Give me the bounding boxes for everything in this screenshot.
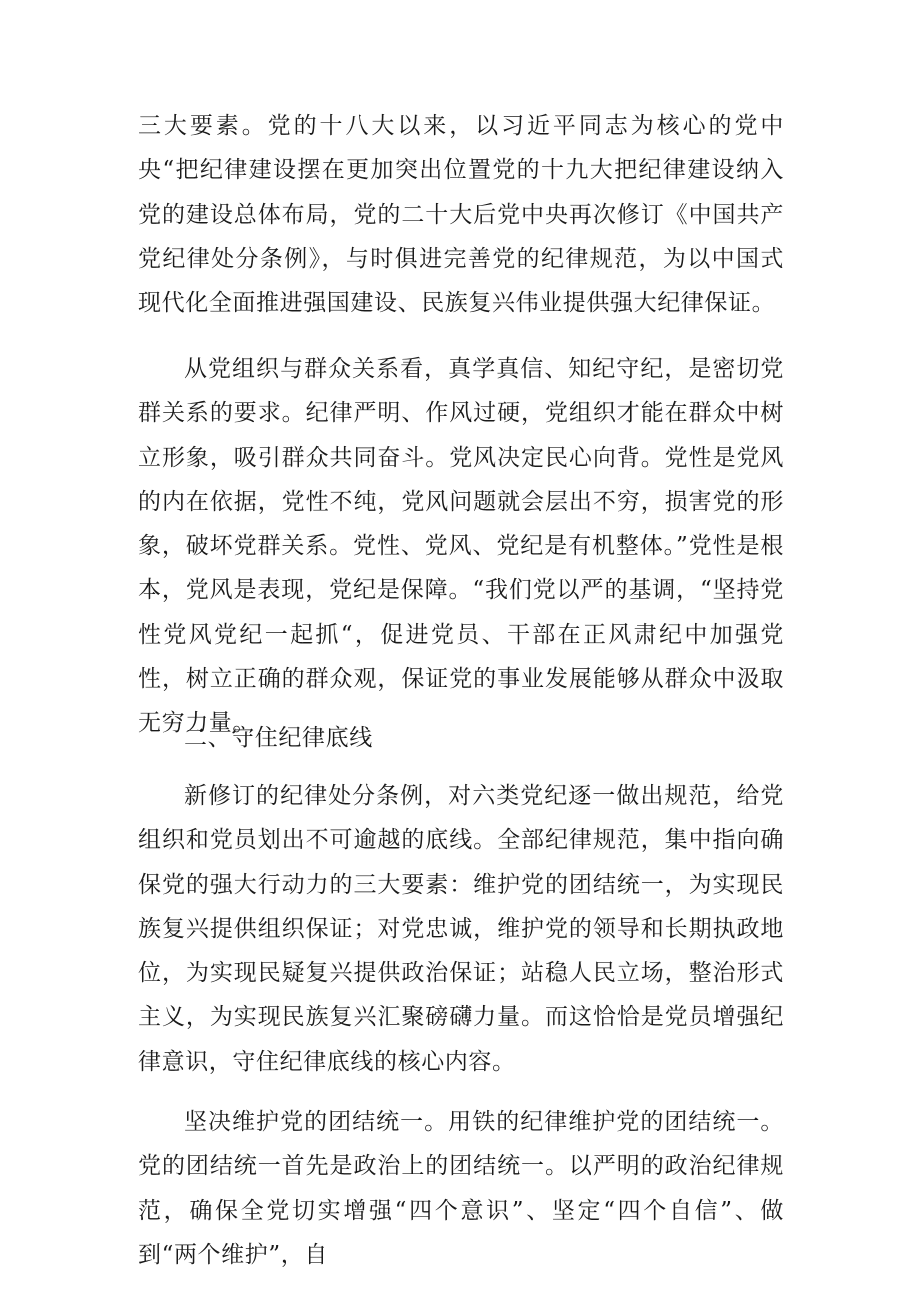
paragraph-1: 三大要素。党的十八大以来，以习近平同志为核心的党中央“把纪律建设摆在更加突出位置党的十九大把纪律建设纳入党的建设总体布局，党的二十大后党中央再次修订《中国共产党纪律处分条例》，与时俱进完善党的纪律规范，为以中国式现代化全面推进强国建设、民族复兴伟业提供强大纪律保证。 <box>138 113 784 317</box>
section-heading: 二、守住纪律底线 <box>184 725 373 751</box>
paragraph-3: 新修订的纪律处分条例，对六类党纪逐一做出规范，给党组织和党员划出不可逾越的底线。全部纪律规范，集中指向确保党的强大行动力的三大要素：维护党的团结统一，为实现民族复兴提供组织保证；对党忠诚，维护党的领导和长期执政地位，为实现民疑复兴提供政治保证；站稳人民立场，整治形式主义，为实现民族复兴汇聚磅礴力量。而这恰恰是党员增强纪律意识，守住纪律底线的核心内容。 <box>138 783 784 1075</box>
paragraph-4: 坚决维护党的团结统一。用铁的纪律维护党的团结统一。党的团结统一首先是政治上的团结统一。以严明的政治纪律规范，确保全党切实增强“四个意识”、坚定“四个自信”、做到“两个维护”，自 <box>138 1109 784 1268</box>
paragraph-2: 从党组织与群众关系看，真学真信、知纪守纪，是密切党群关系的要求。纪律严明、作风过硬，党组织才能在群众中树立形象，吸引群众共同奋斗。党风决定民心向背。党性是党风的内在依据，党性不纯，党风问题就会层出不穷，损害党的形象，破坏党群关系。党性、党风、党纪是有机整体。”党性是根本，党风是表现，党纪是保障。“我们党以严的基调，“坚持党性党风党纪一起抓“，促进党员、干部在正风肃纪中加强党性，树立正确的群众观，保证党的事业发展能够从群众中汲取无穷力量。 <box>138 356 784 737</box>
